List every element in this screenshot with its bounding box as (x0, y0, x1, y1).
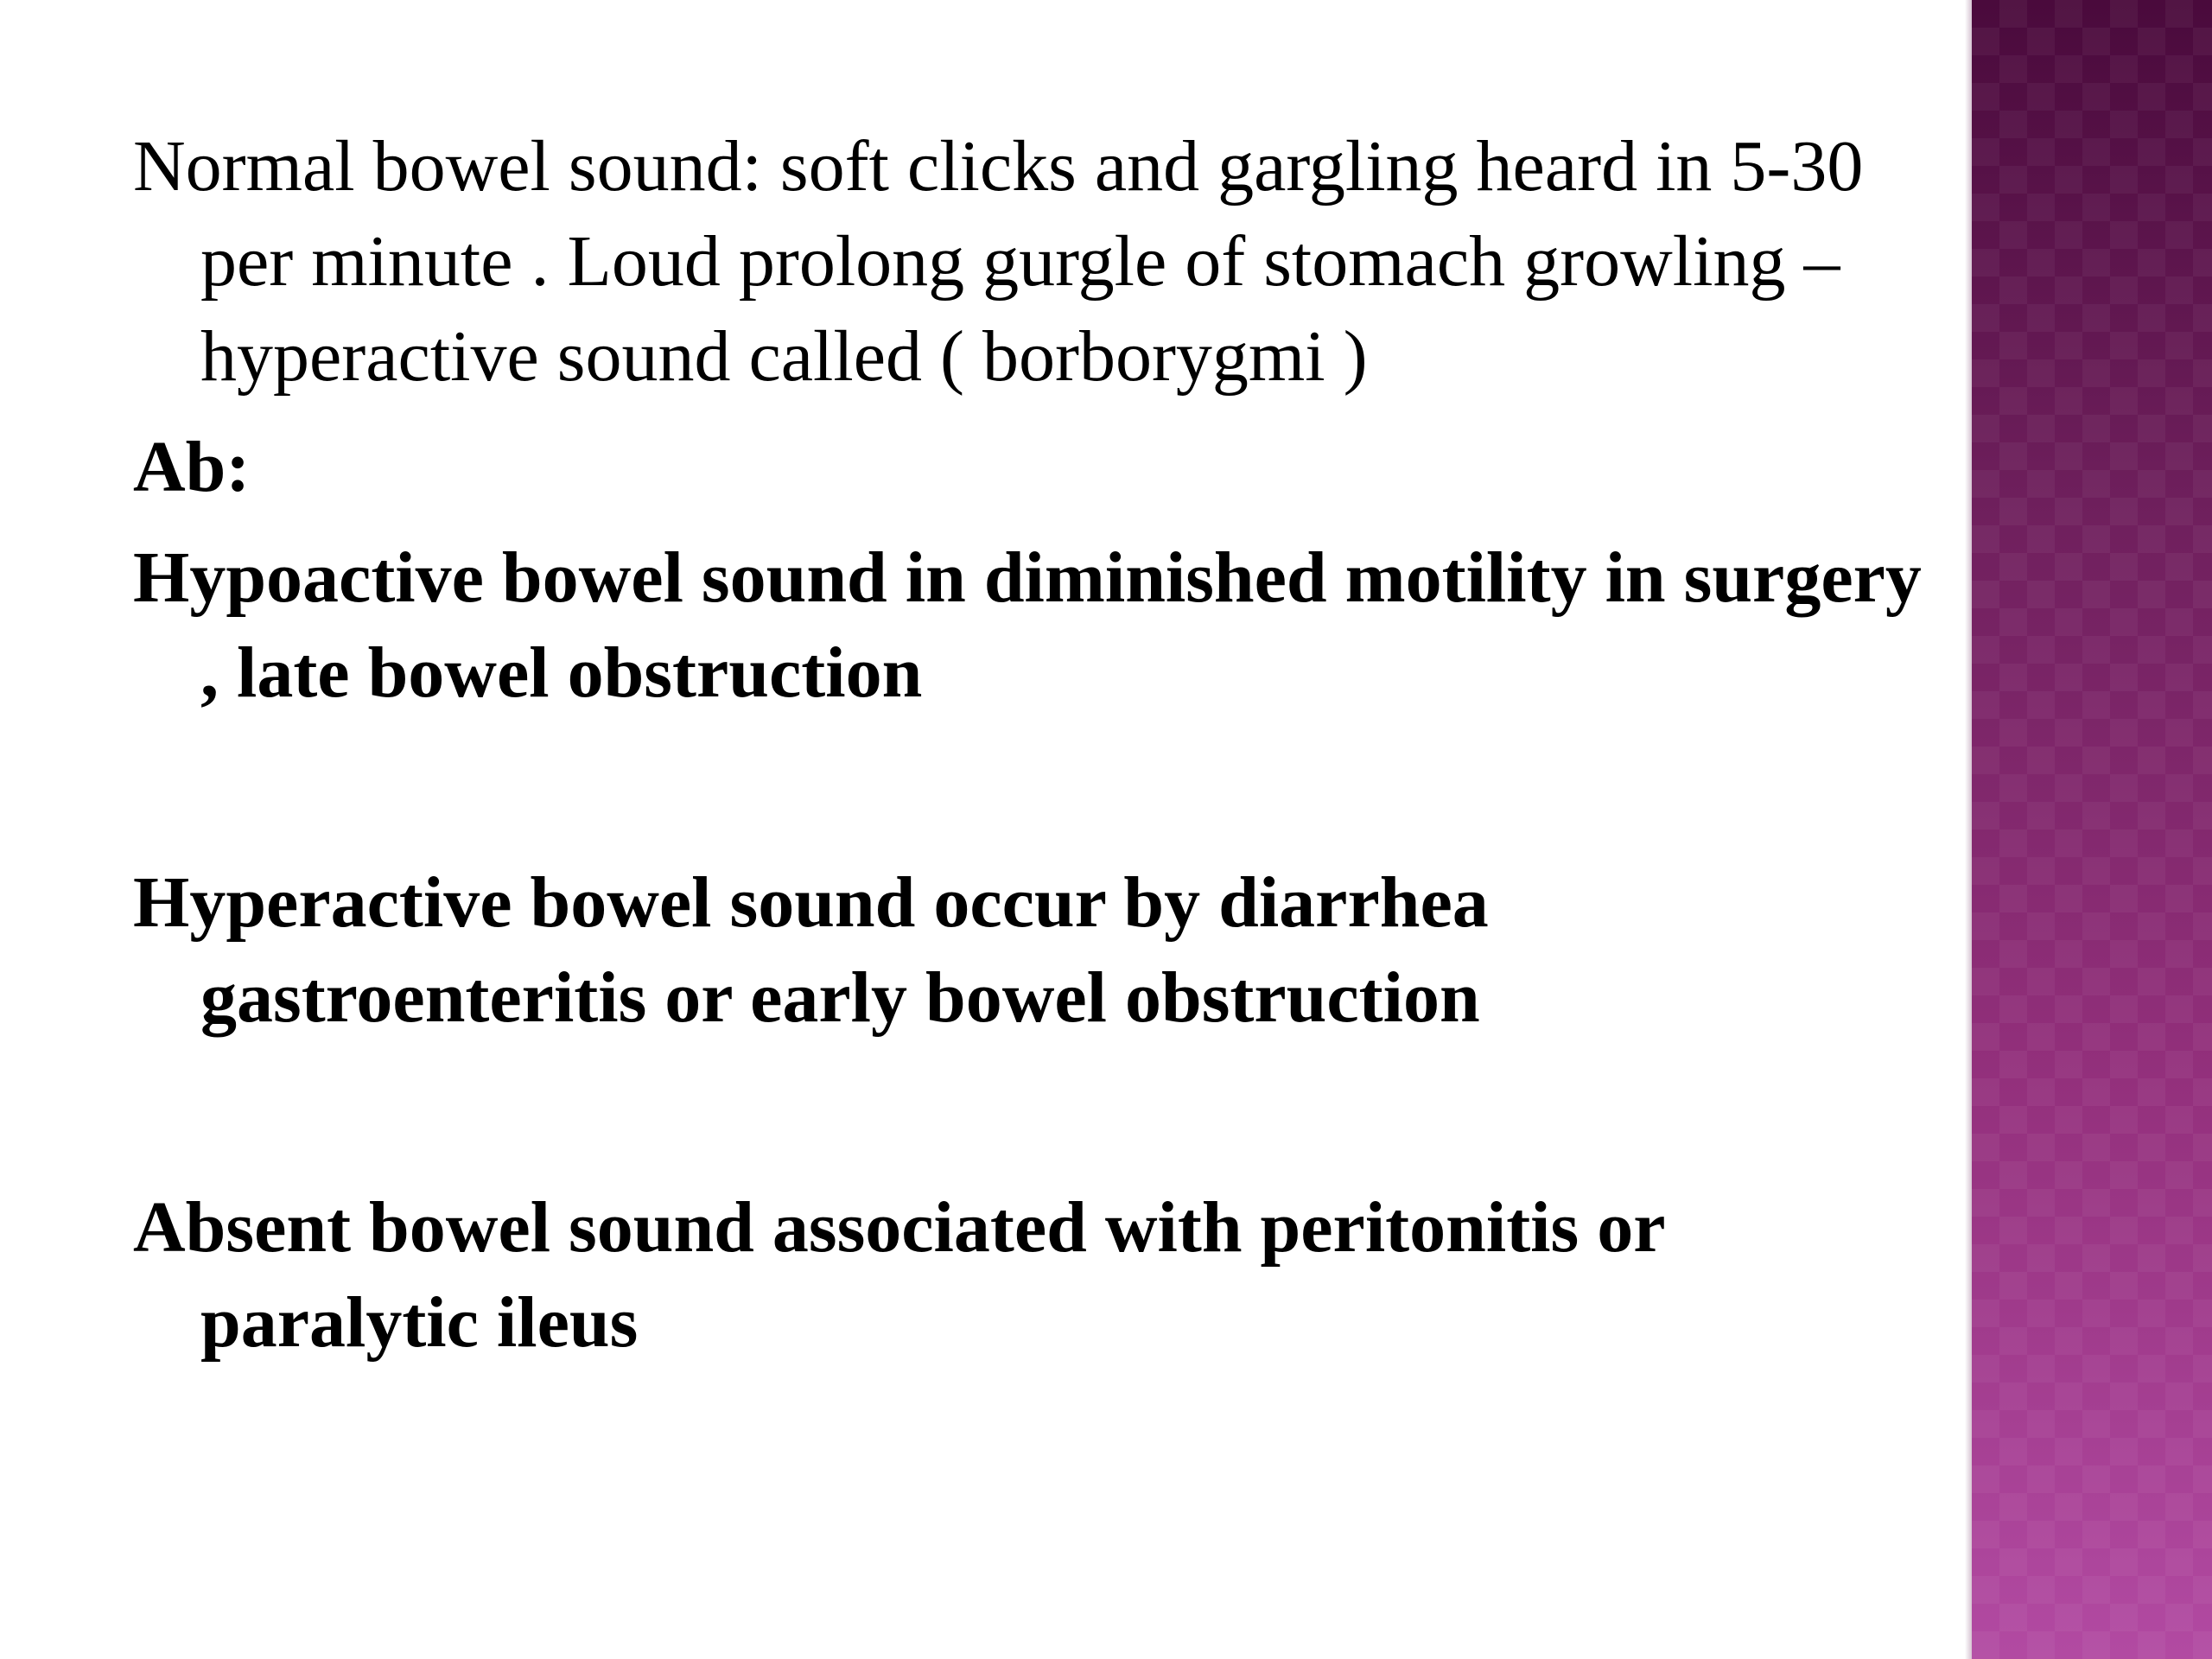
decorative-side-band (1972, 0, 2212, 1659)
paragraph-abnormal-heading: Ab: (133, 427, 251, 507)
paragraph-hyperactive: Hyperactive bowel sound occur by diarrhea gastroenteritis or early bowel obstruction (133, 862, 1489, 1038)
paragraph-normal-bowel-sound: Normal bowel sound: soft clicks and gargling heard in 5-30 per minute . Loud prolong gurgle of stomach growling – hyperactive sound called ( borborygmi ) (133, 126, 1864, 397)
side-band-edge (1965, 0, 1972, 1659)
slide-body (133, 119, 1948, 1370)
paragraph-absent: Absent bowel sound associated with peritonitis or paralytic ileus (133, 1187, 1664, 1363)
paragraph-hypoactive: Hypoactive bowel sound in diminished motility in surgery , late bowel obstruction (133, 537, 1922, 713)
